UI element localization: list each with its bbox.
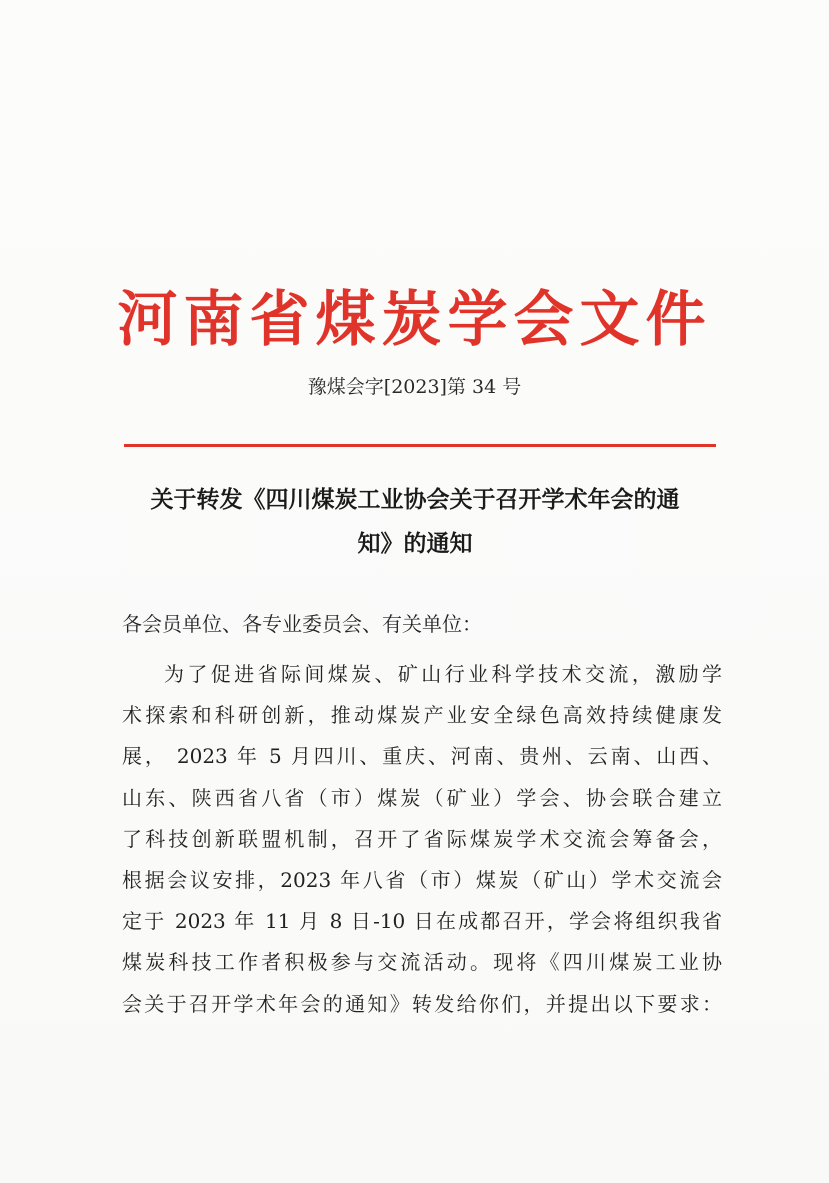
document-title-line-2: 知》的通知	[357, 530, 473, 557]
body-paragraph	[122, 654, 722, 1025]
red-header-rule	[124, 444, 716, 447]
paragraph-line: 山东、陕西省八省（市）煤炭（矿业）学会、协会联合建立	[122, 785, 722, 810]
paragraph-line: 根据会议安排，2023 年八省（市）煤炭（矿山）学术交流会	[122, 867, 722, 892]
document-number: 豫煤会字[2023]第 34 号	[307, 376, 522, 398]
paragraph-line: 会关于召开学术年会的通知》转发给你们，并提出以下要求：	[122, 991, 722, 1016]
paragraph-line: 煤炭科技工作者积极参与交流活动。现将《四川煤炭工业协	[122, 950, 722, 975]
paragraph-line: 展， 2023 年 5 月四川、重庆、河南、贵州、云南、山西、	[122, 744, 722, 769]
salutation: 各会员单位、各专业委员会、有关单位：	[122, 612, 482, 636]
paragraph-line: 为了促进省际间煤炭、矿山行业科学技术交流，激励学	[164, 662, 722, 686]
paragraph-line: 定于 2023 年 11 月 8 日-10 日在成都召开，学会将组织我省	[122, 909, 722, 934]
document-title	[110, 478, 720, 566]
paragraph-line: 术探索和科研创新，推动煤炭产业安全绿色高效持续健康发	[122, 703, 722, 728]
masthead-title: 河南省煤炭学会文件	[117, 285, 712, 355]
paragraph-line: 了科技创新联盟机制，召开了省际煤炭学术交流会筹备会，	[122, 826, 722, 851]
document-title-line-1: 关于转发《四川煤炭工业协会关于召开学术年会的通	[150, 486, 680, 513]
